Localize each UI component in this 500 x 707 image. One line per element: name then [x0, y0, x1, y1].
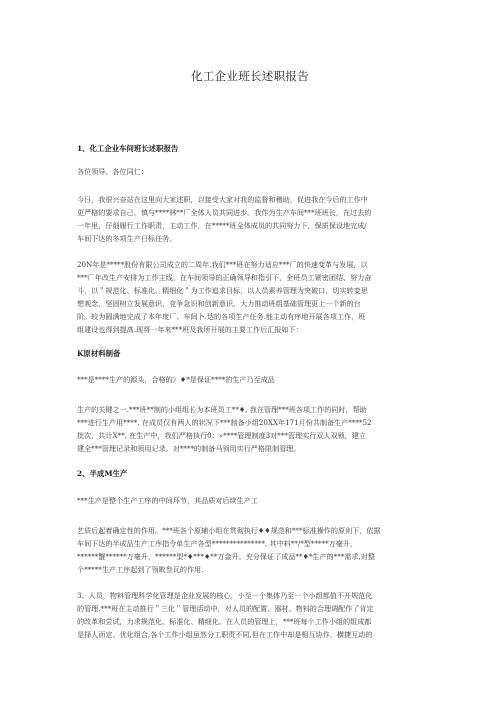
text-line: 一年里，仔细履行工作职责，主动工作，在*****班全体成员的共同努力下，保质保设地完成/: [77, 221, 367, 230]
section-heading-3: [77, 467, 429, 480]
text-line: K原材料制备: [77, 349, 121, 358]
text-line: 建全***管理记录和领用记录。对****的制备马领用实行严格限制管理。: [77, 444, 301, 453]
section-heading-1: [77, 142, 429, 155]
intro-paragraph: [77, 193, 429, 245]
text-line: 1、化工企业车间班长述职报告: [77, 144, 179, 153]
text-line: 组建设也得到提高.现将一年来***班及我所开展的主要工作后汇报如下：: [77, 325, 303, 334]
text-line: 20N年是*****股份有限公司成立的二周年,我们***班在努力适应***厂的快速变革与发展，以: [77, 260, 368, 269]
text-line: 的管理.***班在主动推行＂三化＂管理活动中，对人员的配置、器材、物料的合理调配作了肯定: [77, 604, 374, 613]
text-line: 艺质后起着确定性的作用。***班各个原辅小组在贯彻执行♦♦规范和***标准操作的原则下，依据: [77, 526, 381, 535]
text-line: 是择人而定、优化组合,各个工作小组虽然分工职责不同,但在工作中却是相互协作，横捷互动的: [77, 630, 373, 639]
text-line: 个*****生产工序起到了领畋叁瓦的作用.: [77, 565, 204, 574]
text-line: 的改革和尝试，力求规范化、标准化、精细化。在人员的管理上，***班每个工作小组的组成都: [77, 617, 372, 626]
text-line: 想观念，坚固树立发展意识、竞争急识和创新意识，大力推动班组基础管理更上一个新的台: [77, 299, 361, 308]
raw-material-paragraph: [77, 403, 429, 455]
overview-paragraph: [77, 258, 429, 336]
text-line: 斗，以＂规范化、标准化、精细化＂为工作追求目标，以人员素养管理为突破口，切实转变思: [77, 286, 368, 295]
text-line: 今日，我很兴奋站在这里向大家述职，以接受大家对我的监督和稽助，促进我在今后的工作中: [77, 195, 368, 204]
text-line: 批次，共计X**, 在生产中，我们严格执行0：»****管理制度3对***管理实行双人双锁，建立: [77, 431, 366, 440]
personnel-paragraph: [77, 589, 429, 641]
text-line: 阶。较为圆满地完成了本年度厂、车间卜.达的各项生产任务.能主动有序地开展各项工作，班: [77, 312, 366, 321]
text-line: 生产的关键之一.***班**制的小组组长为本班员工**♦, 我在管理***班各项工作的同时，帮助: [77, 405, 367, 414]
section-heading-2: [77, 347, 429, 360]
text-line: ******蟹******万毫升，******型*♦***♦**万金升。充分保证了成品**♦*生产的***需求,对整: [77, 552, 375, 561]
document-title: 化工企业班长述职报告: [191, 69, 309, 83]
text-line: ***进行生产用****. 在成员仅有两人的状况下***制备小组20XX年171月份共制备生产****52: [77, 418, 372, 427]
semi-product-paragraph: [77, 524, 429, 576]
text-line: 各位领导、各位同仁：: [77, 167, 148, 176]
text-line: ***厂年改生产安排为工作主线，在车间领导的正确领导和指引下，全班员工紧密团结、努力奋: [77, 273, 372, 282]
text-line: 更严格的要求自己，慎与****林**厂全体人员共同进步。我作为生产车间***班班长，在过去的: [77, 208, 372, 217]
raw-material-intro: [77, 373, 429, 386]
text-line: ***生产是整个生产工序的中间环节，其品质对后续生产工: [77, 496, 258, 505]
text-line: 车间下达的半成品生产工序指令单生产各型***************, 其中料**/*型*****万毫升，: [77, 539, 358, 548]
text-line: 3、人员，物料管理科学化管理是企业发展的核心，小至一个集体乃至一个小组都值不开规范化: [77, 591, 373, 600]
text-line: 车间下达的冬项生产日标任务。: [77, 234, 177, 243]
text-line: ***是****生产的源头，合格的》♦*是保证****的生产乃至成品: [77, 375, 275, 384]
text-line: 2、半成M生产: [77, 469, 128, 478]
semi-product-intro: [77, 494, 429, 507]
greeting-paragraph: [77, 165, 429, 178]
